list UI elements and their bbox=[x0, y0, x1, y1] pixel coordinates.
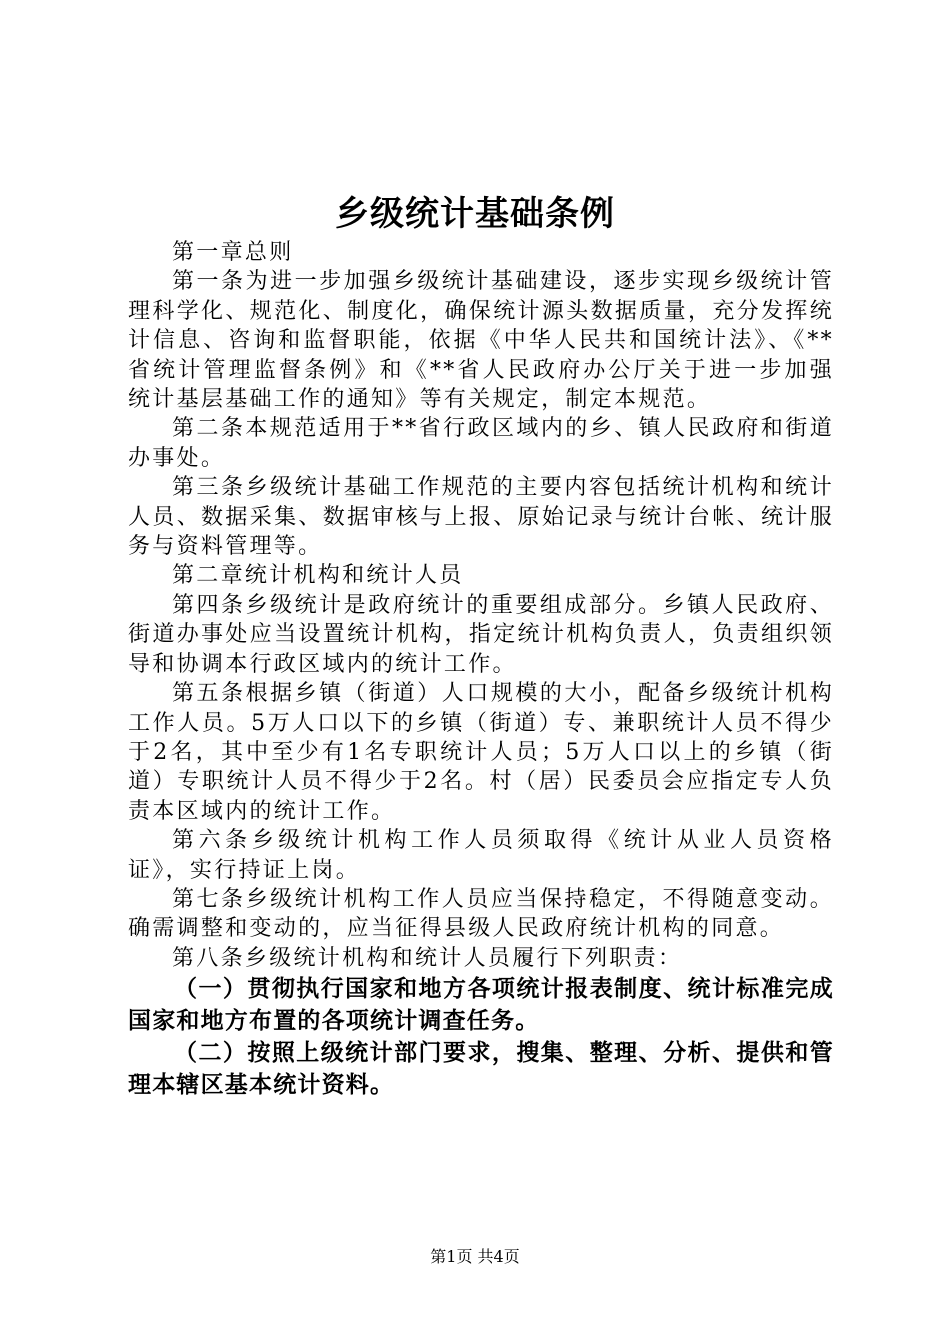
article-paragraph: 第三条乡级统计基础工作规范的主要内容包括统计机构和统计人员、数据采集、数据审核与上报、原始记录与统计台帐、统计服务与资料管理等。 bbox=[128, 475, 834, 560]
page-number: 第1页 共4页 bbox=[430, 1247, 520, 1266]
document-title: 乡级统计基础条例 bbox=[335, 194, 615, 234]
article-paragraph: 第一条为进一步加强乡级统计基础建设，逐步实现乡级统计管理科学化、规范化、制度化，确保统计源头数据质量，充分发挥统计信息、咨询和监督职能，依据《中华人民共和国统计法》、《**省统计管理监督条例》和《**省人民政府办公厅关于进一步加强统计基层基础工作的通知》等有关规定，制定本规范。 bbox=[128, 269, 834, 413]
chapter-heading: 第一章总则 bbox=[172, 240, 294, 265]
duty-item: （二）按照上级统计部门要求，搜集、整理、分析、提供和管理本辖区基本统计资料。 bbox=[128, 1040, 834, 1099]
article-paragraph: 第二条本规范适用于**省行政区域内的乡、镇人民政府和街道办事处。 bbox=[128, 416, 834, 471]
chapter-heading: 第二章统计机构和统计人员 bbox=[172, 563, 464, 589]
article-paragraph: 第八条乡级统计机构和统计人员履行下列职责： bbox=[172, 945, 683, 971]
article-paragraph: 第四条乡级统计是政府统计的重要组成部分。乡镇人民政府、街道办事处应当设置统计机构，指定统计机构负责人，负责组织领导和协调本行政区域内的统计工作。 bbox=[128, 592, 834, 677]
article-paragraph: 第七条乡级统计机构工作人员应当保持稳定，不得随意变动。确需调整和变动的，应当征得县级人民政府统计机构的同意。 bbox=[128, 886, 834, 942]
article-paragraph: 第五条根据乡镇（街道）人口规模的大小，配备乡级统计机构工作人员。5万人口以下的乡镇（街道）专、兼职统计人员不得少于2名，其中至少有1名专职统计人员；5万人口以上的乡镇（街道）专职统计人员不得少于2名。村（居）民委员会应指定专人负责本区域内的统计工作。 bbox=[128, 681, 834, 824]
article-paragraph: 第六条乡级统计机构工作人员须取得《统计从业人员资格证》，实行持证上岗。 bbox=[128, 828, 834, 883]
duty-item: （一）贯彻执行国家和地方各项统计报表制度、统计标准完成国家和地方布置的各项统计调查任务。 bbox=[128, 976, 834, 1035]
document-body bbox=[128, 238, 834, 1101]
